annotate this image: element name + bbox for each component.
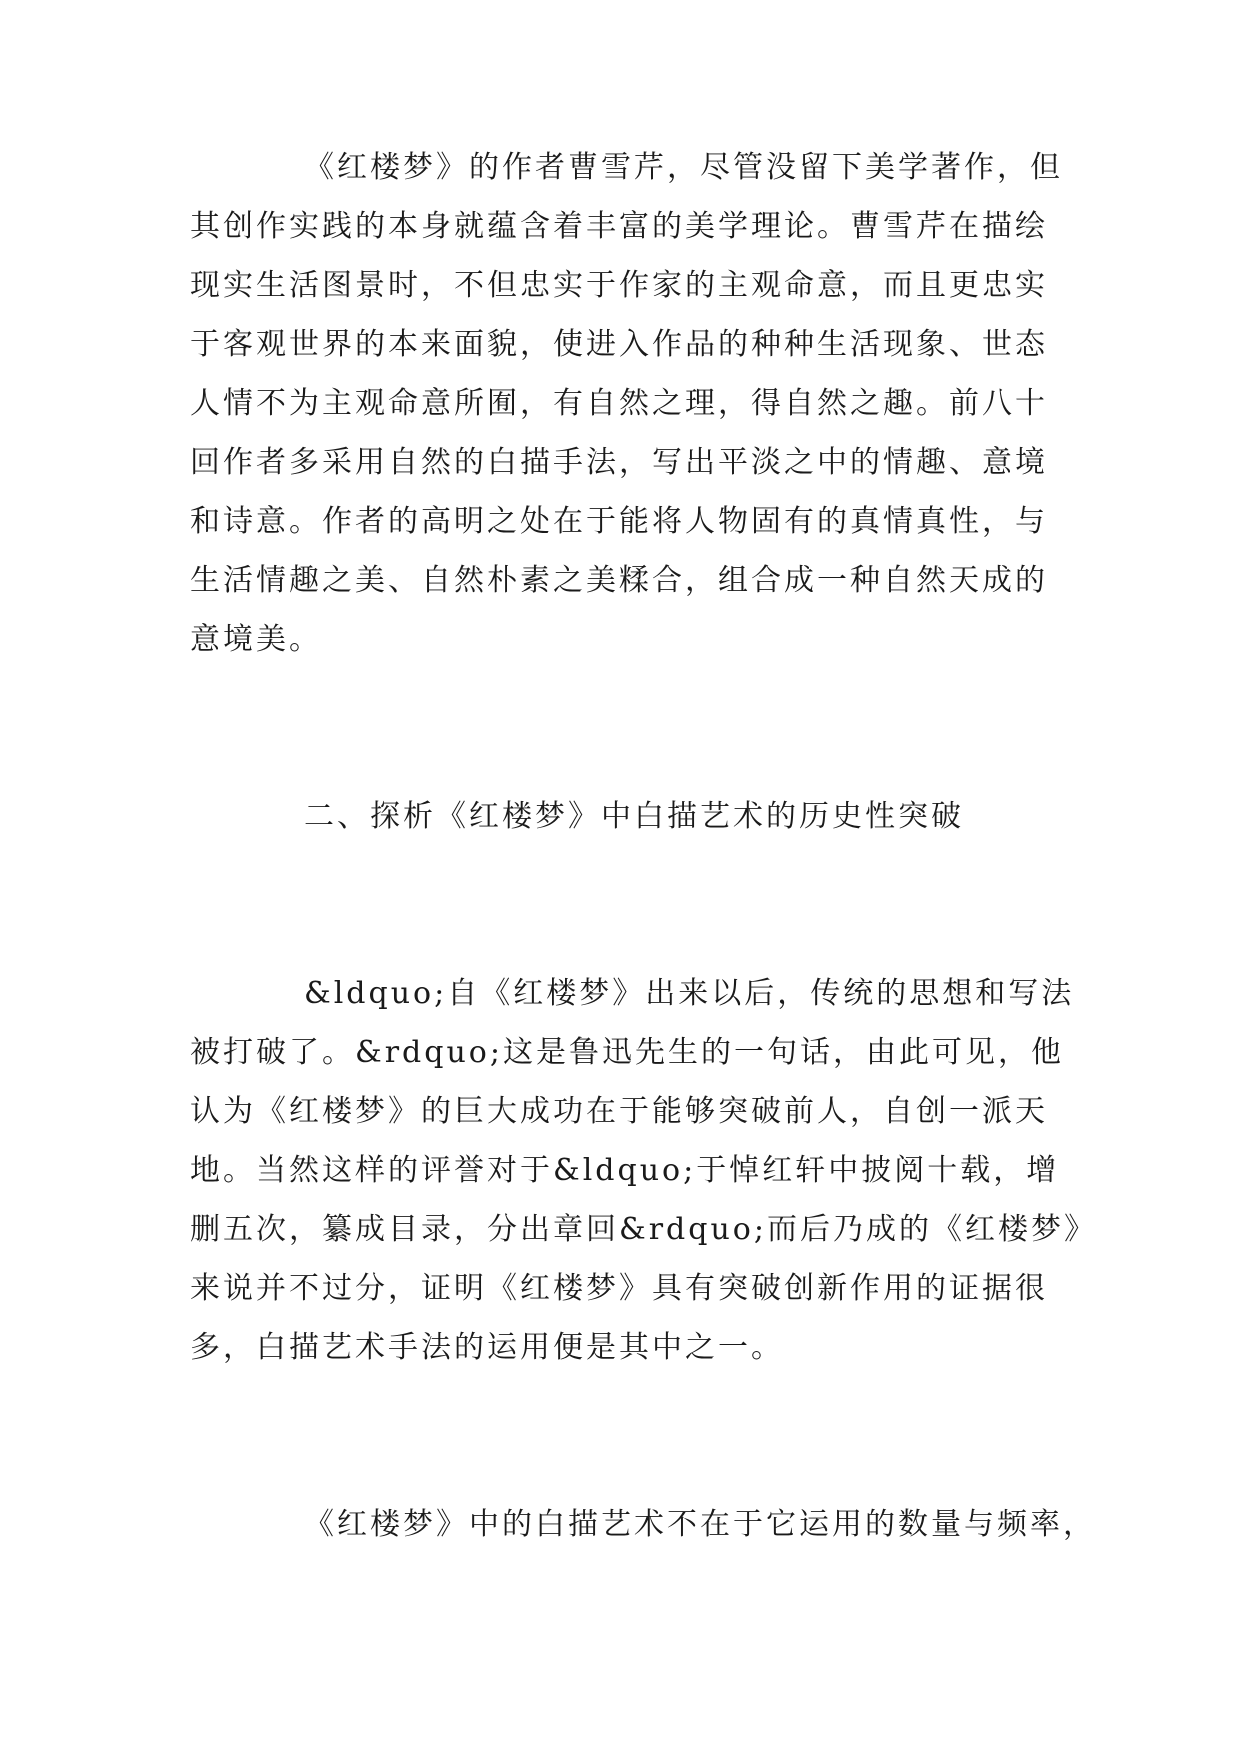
paragraph-line: 回作者多采用自然的白描手法，写出平淡之中的情趣、意境: [190, 445, 1048, 480]
paragraph-line: 来说并不过分，证明《红楼梦》具有突破创新作用的证据很: [190, 1271, 1048, 1306]
paragraph-line: &ldquo;自《红楼梦》出来以后，传统的思想和写法: [304, 976, 1075, 1011]
paragraph-line: 意境美。: [190, 622, 322, 657]
paragraph-line: 生活情趣之美、自然朴素之美糅合，组合成一种自然天成的: [190, 563, 1048, 598]
paragraph-line: 多，白描艺术手法的运用便是其中之一。: [190, 1330, 784, 1365]
paragraph-line: 《红楼梦》中的白描艺术不在于它运用的数量与频率，: [304, 1507, 1096, 1542]
section-heading: 二、探析《红楼梦》中白描艺术的历史性突破: [304, 799, 964, 834]
paragraph-line: 《红楼梦》的作者曹雪芹，尽管没留下美学著作，但: [304, 150, 1063, 185]
paragraph-line: 于客观世界的本来面貌，使进入作品的种种生活现象、世态: [190, 327, 1048, 362]
paragraph-line: 地。当然这样的评誉对于&ldquo;于悼红轩中披阅十载，增: [190, 1153, 1060, 1188]
paragraph-line: 其创作实践的本身就蕴含着丰富的美学理论。曹雪芹在描绘: [190, 209, 1048, 244]
paragraph-line: 现实生活图景时，不但忠实于作家的主观命意，而且更忠实: [190, 268, 1048, 303]
paragraph-line: 认为《红楼梦》的巨大成功在于能够突破前人，自创一派天: [190, 1094, 1048, 1129]
paragraph-line: 和诗意。作者的高明之处在于能将人物固有的真情真性，与: [190, 504, 1048, 539]
paragraph-line: 删五次，纂成目录，分出章回&rdquo;而后乃成的《红楼梦》: [190, 1212, 1097, 1247]
paragraph-line: 人情不为主观命意所囿，有自然之理，得自然之趣。前八十: [190, 386, 1048, 421]
paragraph-line: 被打破了。&rdquo;这是鲁迅先生的一句话，由此可见，他: [190, 1035, 1064, 1070]
